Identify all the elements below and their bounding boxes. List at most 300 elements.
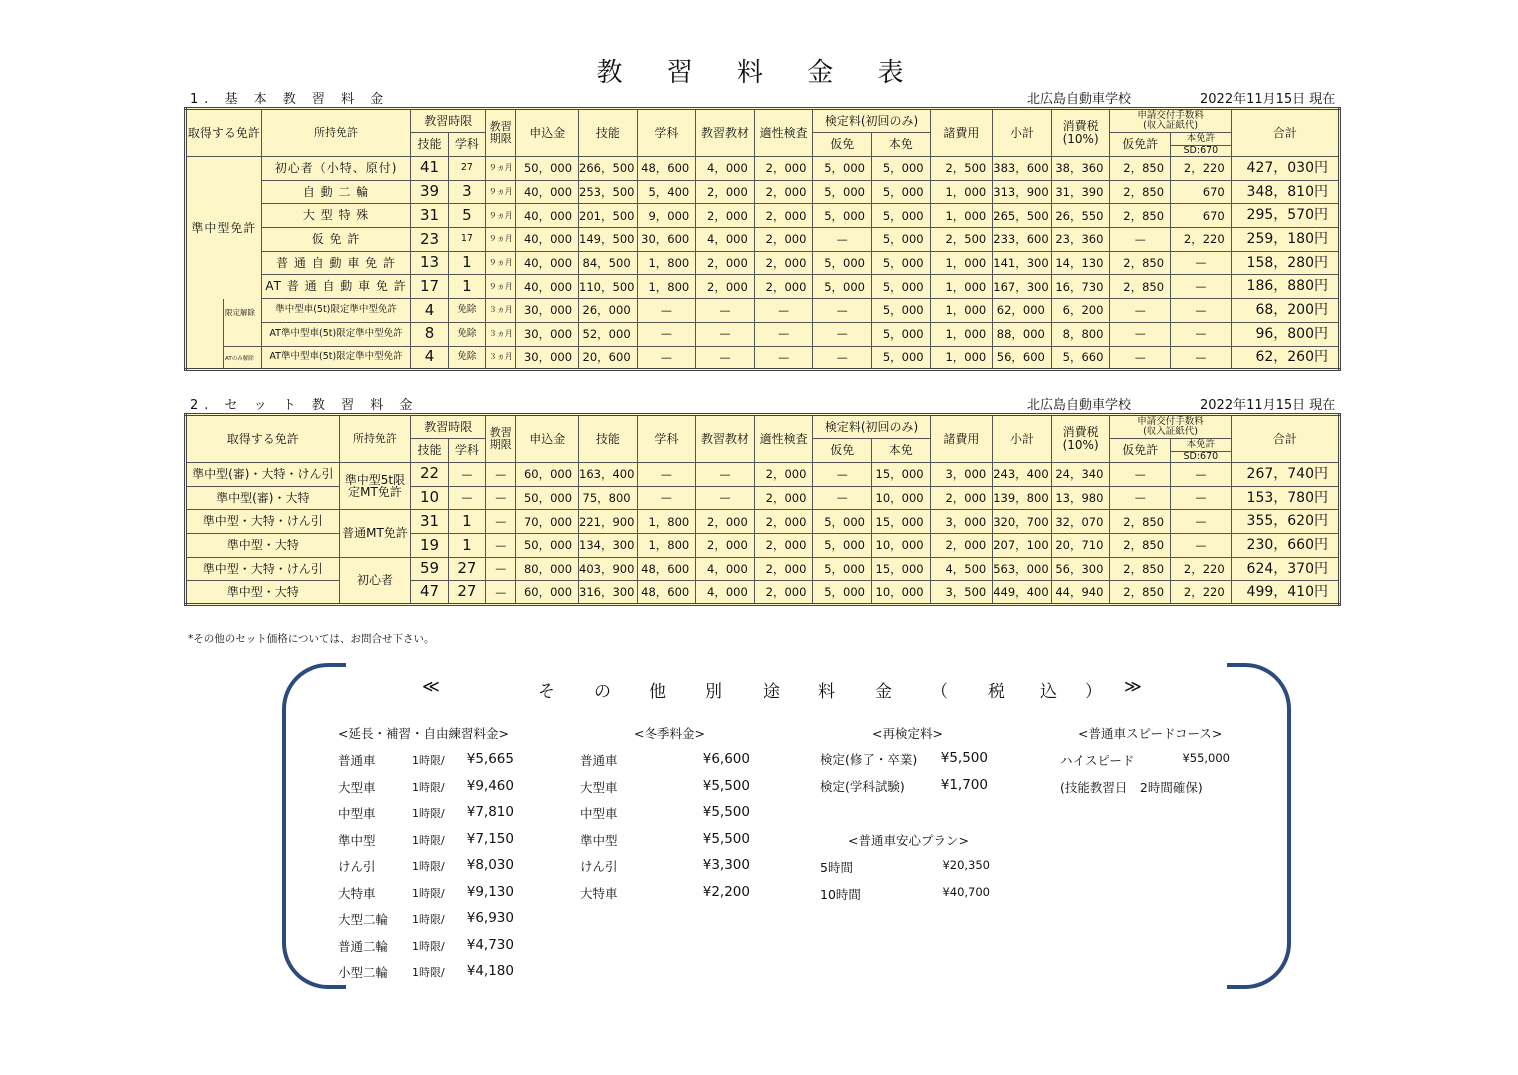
fee-item-unit: 1時限/ (412, 833, 445, 847)
held-license: 仮 免 許 (261, 228, 411, 252)
study-hours: 免除 (448, 299, 485, 323)
fee-item-price: ¥7,810 (466, 804, 514, 820)
skill-hours: 10 (411, 486, 448, 510)
fee-item-name: 小型二輪 (338, 965, 389, 980)
fee-mat: — (696, 299, 755, 323)
fee-tax: 44，940 (1051, 581, 1110, 605)
fee-full: 5，000 (872, 346, 931, 370)
fee-item-name: 準中型 (580, 832, 618, 848)
fee-temp: — (813, 463, 872, 487)
fee-app: 30，000 (516, 299, 579, 323)
fee-sub: 139，800 (993, 486, 1052, 510)
hdr2-held: 所持免許 (339, 415, 411, 463)
fee-temp: 5，000 (813, 180, 872, 204)
hdr-issue: 申請交付手数料 (収入証紙代) (1110, 109, 1231, 133)
speed-name: ハイスピード (1060, 753, 1135, 768)
fee-temp: — (813, 346, 872, 370)
held-license: 普 通 自 動 車 免 許 (261, 251, 411, 275)
study-hours: 1 (448, 534, 485, 558)
hdr-aptitude: 適性検査 (754, 109, 813, 157)
group-label: 準中型免許 (186, 157, 262, 299)
fee-mat: 4，000 (696, 557, 755, 581)
fee-full: 10，000 (872, 581, 931, 605)
fee-apt: 2，000 (754, 534, 813, 558)
fee-full: 5，000 (872, 299, 931, 323)
fee-stf: 30，600 (637, 228, 696, 252)
fee-sf: 266，500 (579, 157, 638, 181)
group-label-cont (186, 299, 262, 370)
fee-it: 2，850 (1110, 534, 1171, 558)
fee-temp: 5，000 (813, 534, 872, 558)
fee-temp: — (813, 228, 872, 252)
row-total: 355，620円 (1231, 510, 1339, 534)
fee-it: 2，850 (1110, 510, 1171, 534)
row-total: 230，660円 (1231, 534, 1339, 558)
hdr-hours: 教習時限 (411, 109, 486, 133)
section2-heading: 2. セ ッ ト 教 習 料 金 (190, 398, 419, 413)
hdr2-hours: 教習時限 (411, 415, 486, 439)
fee-misc: 1，000 (930, 275, 993, 299)
fee-mat: 4，000 (696, 228, 755, 252)
fee-sf: 26，000 (579, 299, 638, 323)
fee-mat: — (696, 346, 755, 370)
fee-item-name: 普通車 (580, 753, 618, 768)
school-name: 北広島自動車学校 (1027, 92, 1132, 107)
held-license: AT 普 通 自 動 車 免 許 (261, 275, 411, 299)
table-row (186, 299, 1340, 323)
fee-temp: — (813, 299, 872, 323)
period: ３ヵ月 (486, 322, 516, 346)
fee-item-name: 検定(学科試験) (820, 778, 905, 794)
target-license: 準中型・大特 (186, 581, 340, 605)
fee-temp: 5，000 (813, 275, 872, 299)
table-row (186, 228, 1340, 252)
skill-hours: 13 (411, 251, 448, 275)
hdr2-study-fee: 学科 (637, 415, 696, 463)
skill-hours: 4 (411, 346, 448, 370)
hdr-issue-full: 本免許 SD:670 (1171, 133, 1232, 157)
title-char: 金 (875, 682, 892, 702)
plan-head: <普通車安心プラン> (848, 833, 969, 848)
skill-hours: 8 (411, 322, 448, 346)
row-total: 68，200円 (1231, 299, 1339, 323)
fee-item-unit: 1時限/ (412, 860, 445, 873)
row-total: 96，800円 (1231, 322, 1339, 346)
reexam-head: <再検定料> (872, 726, 943, 741)
fee-stf: — (637, 463, 696, 487)
fee-app: 50，000 (516, 486, 579, 510)
held-license: 大 型 特 殊 (261, 204, 411, 228)
fee-item-name: 中型車 (338, 806, 376, 821)
fee-stf: — (637, 299, 696, 323)
fee-tax: 24，340 (1051, 463, 1110, 487)
title-char: 別 (705, 682, 722, 702)
period: ９ヵ月 (486, 228, 516, 252)
fee-tax: 14，130 (1051, 251, 1110, 275)
fee-misc: 1，000 (930, 180, 993, 204)
fee-it: — (1110, 463, 1171, 487)
hdr-study: 学科 (448, 133, 485, 157)
fee-app: 30，000 (516, 322, 579, 346)
fee-item-price: ¥40,700 (942, 884, 990, 899)
fee-item-price: ¥5,500 (702, 777, 750, 794)
hdr-skill: 技能 (411, 133, 448, 157)
fee-misc: 3，000 (930, 510, 993, 534)
fee-mat: — (696, 322, 755, 346)
fee-stf: 48，600 (637, 581, 696, 605)
held-license-group: 準中型5t限定MT免許 (339, 463, 411, 510)
fee-sub: 141，300 (993, 251, 1052, 275)
hdr2-issue-temp: 仮免許 (1110, 439, 1171, 463)
right-brace (1227, 663, 1291, 989)
study-hours: 17 (448, 228, 485, 252)
fee-it: — (1110, 299, 1171, 323)
fee-sf: 134，300 (579, 534, 638, 558)
held-license-group: 初心者 (339, 557, 411, 604)
fee-sf: 163，400 (579, 463, 638, 487)
fee-app: 40，000 (516, 204, 579, 228)
table-row (186, 463, 1340, 487)
fee-temp: 5，000 (813, 581, 872, 605)
fee-item-price: ¥9,130 (466, 883, 514, 900)
fee-app: 50，000 (516, 534, 579, 558)
page-title: 教 習 料 金 表 (596, 58, 922, 88)
fee-temp: 5，000 (813, 251, 872, 275)
fee-apt: 2，000 (754, 557, 813, 581)
period: ３ヵ月 (486, 346, 516, 370)
winter-head: <冬季料金> (634, 726, 705, 741)
skill-hours: 59 (411, 557, 448, 581)
fee-temp: — (813, 486, 872, 510)
fee-misc: 1，000 (930, 322, 993, 346)
fee-tax: 8，800 (1051, 322, 1110, 346)
fee-item-price: ¥5,500 (940, 750, 988, 766)
held-license-group: 普通MT免許 (339, 510, 411, 557)
fee-stf: 5，400 (637, 180, 696, 204)
fee-full: 15，000 (872, 557, 931, 581)
title-char: （ (931, 682, 948, 702)
title-char: の (594, 682, 611, 702)
fee-app: 30，000 (516, 346, 579, 370)
fee-full: 5，000 (872, 251, 931, 275)
period: ９ヵ月 (486, 251, 516, 275)
fee-item-unit: 1時限/ (412, 780, 445, 794)
fee-sub: 233，600 (993, 228, 1052, 252)
fee-sf: 149，500 (579, 228, 638, 252)
title-char: そ (538, 682, 555, 702)
hdr2-period: 教習期限 (486, 415, 516, 463)
fee-item-price: ¥9,460 (466, 777, 514, 794)
table-row (186, 204, 1340, 228)
fee-item-name: 大型車 (338, 779, 376, 795)
sub-label-at: ATのみ解除 (225, 355, 254, 362)
fee-app: 60，000 (516, 463, 579, 487)
fee-it: — (1110, 228, 1171, 252)
held-license: 初心者（小特、原付) (261, 157, 411, 181)
hdr2-tax: 消費税 (10%) (1051, 415, 1110, 463)
target-license: 準中型・大特・けん引 (186, 510, 340, 534)
fee-tax: 26，550 (1051, 204, 1110, 228)
speed-head: <普通車スピードコース> (1078, 726, 1223, 741)
fee-mat: — (696, 486, 755, 510)
fee-temp: 5，000 (813, 204, 872, 228)
skill-hours: 31 (411, 204, 448, 228)
fee-full: 5，000 (872, 204, 931, 228)
fee-it: 2，850 (1110, 557, 1171, 581)
fee-misc: 3，500 (930, 581, 993, 605)
fee-stf: 1，800 (637, 534, 696, 558)
hdr2-study: 学科 (448, 439, 485, 463)
fee-tax: 20，710 (1051, 534, 1110, 558)
fee-apt: 2，000 (754, 228, 813, 252)
fee-if: 670 (1171, 180, 1232, 204)
table-row (186, 346, 1340, 370)
period: — (486, 486, 516, 510)
fee-apt: 2，000 (754, 486, 813, 510)
fee-item-price: ¥4,180 (466, 963, 514, 979)
hdr-skill-fee: 技能 (579, 109, 638, 157)
skill-hours: 19 (411, 534, 448, 558)
hdr2-materials: 教習教材 (696, 415, 755, 463)
hdr2-total: 合計 (1231, 415, 1339, 463)
fee-apt: — (754, 346, 813, 370)
fee-mat: — (696, 463, 755, 487)
row-total: 158，280円 (1231, 251, 1339, 275)
hdr2-subtotal: 小計 (993, 415, 1052, 463)
fee-if: — (1171, 299, 1232, 323)
held-license: 準中型車(5t)限定準中型免許 (261, 299, 411, 323)
fee-full: 5，000 (872, 322, 931, 346)
table-row (186, 322, 1340, 346)
fee-item-name: 大特車 (580, 885, 618, 901)
fee-sub: 265，500 (993, 204, 1052, 228)
fee-full: 15，000 (872, 510, 931, 534)
fee-item-price: ¥5,665 (466, 751, 514, 767)
hdr-exam: 検定料(初回のみ) (813, 109, 930, 133)
row-total: 186，880円 (1231, 275, 1339, 299)
fee-app: 40，000 (516, 228, 579, 252)
fee-sf: 52，000 (579, 322, 638, 346)
fee-item-price: ¥1,700 (940, 776, 988, 793)
fee-stf: 48，600 (637, 157, 696, 181)
fee-item-price: ¥5,500 (702, 830, 750, 847)
fee-mat: 2，000 (696, 534, 755, 558)
study-hours: 27 (448, 157, 485, 181)
row-total: 153，780円 (1231, 486, 1339, 510)
fee-stf: 1，800 (637, 251, 696, 275)
skill-hours: 17 (411, 275, 448, 299)
fee-sf: 20，600 (579, 346, 638, 370)
fee-misc: 2，500 (930, 228, 993, 252)
fee-it: — (1110, 346, 1171, 370)
speed-note: (技能教習日 2時間確保) (1060, 780, 1203, 795)
fee-mat: 2，000 (696, 251, 755, 275)
fee-if: 670 (1171, 204, 1232, 228)
hdr-full: 本免 (872, 133, 931, 157)
skill-hours: 39 (411, 180, 448, 204)
fee-sf: 84，500 (579, 251, 638, 275)
study-hours: 1 (448, 275, 485, 299)
hdr-held: 所持免許 (261, 109, 411, 157)
fee-sub: 88，000 (993, 322, 1052, 346)
fee-sub: 449，400 (993, 581, 1052, 605)
fee-mat: 2，000 (696, 204, 755, 228)
fee-sf: 201，500 (579, 204, 638, 228)
fee-it: 2，850 (1110, 251, 1171, 275)
fee-item-price: ¥8,030 (466, 857, 514, 873)
fee-app: 40，000 (516, 275, 579, 299)
hdr2-issue-full: 本免許 SD:670 (1171, 439, 1232, 463)
hdr2-application: 申込金 (516, 415, 579, 463)
fee-item-price: ¥5,500 (702, 804, 750, 820)
fee-item-unit: 1時限/ (412, 754, 445, 767)
fee-stf: 1，800 (637, 510, 696, 534)
sub-label-limit: 限定解除 (225, 307, 255, 317)
fee-item-price: ¥7,150 (466, 830, 514, 847)
table-row (186, 157, 1340, 181)
fee-stf: 48，600 (637, 557, 696, 581)
fee-if: 2，220 (1171, 557, 1232, 581)
title-char: ） (1085, 682, 1102, 702)
hdr2-temp: 仮免 (813, 439, 872, 463)
fee-item-price: ¥3,300 (702, 857, 750, 873)
fee-if: 2，220 (1171, 157, 1232, 181)
fee-full: 5，000 (872, 157, 931, 181)
fee-item-unit: 1時限/ (412, 939, 445, 953)
fee-apt: 2，000 (754, 157, 813, 181)
footnote: *その他のセット価格については、お問合せ下さい。 (188, 633, 435, 645)
hdr2-aptitude: 適性検査 (754, 415, 813, 463)
fee-sf: 75，800 (579, 486, 638, 510)
fee-sub: 320，700 (993, 510, 1052, 534)
fee-misc: 2，500 (930, 157, 993, 181)
fee-item-unit: 1時限/ (412, 913, 445, 926)
hdr-study-fee: 学科 (637, 109, 696, 157)
fee-item-price: ¥2,200 (702, 883, 750, 900)
period: — (486, 510, 516, 534)
study-hours: 1 (448, 251, 485, 275)
skill-hours: 4 (411, 299, 448, 323)
title-char: 途 (763, 682, 780, 702)
row-total: 499，410円 (1231, 581, 1339, 605)
fee-tax: 16，730 (1051, 275, 1110, 299)
fee-app: 70，000 (516, 510, 579, 534)
study-hours: — (448, 463, 485, 487)
held-license: 自 動 二 輪 (261, 180, 411, 204)
as-of-date: 2022年11月15日 現在 (1200, 92, 1336, 107)
fee-apt: 2，000 (754, 581, 813, 605)
section1-heading: 1. 基 本 教 習 料 金 (190, 92, 390, 107)
hdr2-issue: 申請交付手数料 (収入証紙代) (1110, 415, 1231, 439)
fee-item-name: けん引 (580, 859, 618, 874)
title-open: ≪ (422, 677, 440, 697)
fee-if: — (1171, 275, 1232, 299)
fee-temp: — (813, 322, 872, 346)
period: — (486, 557, 516, 581)
fee-item-name: けん引 (338, 859, 376, 874)
fee-misc: 1，000 (930, 346, 993, 370)
study-hours: 免除 (448, 322, 485, 346)
fee-misc: 2，000 (930, 486, 993, 510)
fee-misc: 1，000 (930, 251, 993, 275)
fee-sub: 383，600 (993, 157, 1052, 181)
fee-it: 2，850 (1110, 275, 1171, 299)
fee-full: 10，000 (872, 486, 931, 510)
target-license: 準中型(審)・大特・けん引 (186, 463, 340, 487)
row-total: 62，260円 (1231, 346, 1339, 370)
hdr-misc: 諸費用 (930, 109, 993, 157)
title-char: 料 (818, 682, 835, 702)
fee-sf: 253，500 (579, 180, 638, 204)
fee-misc: 3，000 (930, 463, 993, 487)
fee-item-price: ¥4,730 (466, 936, 514, 953)
fee-app: 40，000 (516, 180, 579, 204)
period: ９ヵ月 (486, 204, 516, 228)
fee-stf: — (637, 322, 696, 346)
fee-it: 2，850 (1110, 204, 1171, 228)
fee-apt: 2，000 (754, 463, 813, 487)
fee-item-unit: 1時限/ (412, 886, 445, 900)
set-fee-table (184, 413, 1341, 606)
held-license: AT準中型車(5t)限定準中型免許 (261, 322, 411, 346)
period: — (486, 463, 516, 487)
fee-app: 60，000 (516, 581, 579, 605)
skill-hours: 23 (411, 228, 448, 252)
fee-mat: 2，000 (696, 510, 755, 534)
table-row (186, 275, 1340, 299)
fee-sub: 167，300 (993, 275, 1052, 299)
fee-sub: 313，900 (993, 180, 1052, 204)
period: ９ヵ月 (486, 157, 516, 181)
period: ９ヵ月 (486, 180, 516, 204)
hdr-materials: 教習教材 (696, 109, 755, 157)
study-hours: 27 (448, 581, 485, 605)
hdr2-full: 本免 (872, 439, 931, 463)
hdr-total: 合計 (1231, 109, 1339, 157)
fee-misc: 1，000 (930, 299, 993, 323)
fee-sub: 207，100 (993, 534, 1052, 558)
fee-item-name: 準中型 (338, 832, 376, 848)
fee-mat: 4，000 (696, 157, 755, 181)
fee-sub: 62，000 (993, 299, 1052, 323)
fee-item-name: 5時間 (820, 860, 853, 875)
hdr2-misc: 諸費用 (930, 415, 993, 463)
fee-full: 10，000 (872, 534, 931, 558)
fee-full: 15，000 (872, 463, 931, 487)
fee-mat: 2，000 (696, 275, 755, 299)
fee-sub: 563，000 (993, 557, 1052, 581)
fee-if: — (1171, 322, 1232, 346)
fee-item-unit: 1時限/ (412, 807, 445, 820)
as-of-date-2: 2022年11月15日 現在 (1200, 398, 1336, 413)
table-row (186, 180, 1340, 204)
hdr-temp: 仮免 (813, 133, 872, 157)
fee-item-price: ¥20,350 (942, 858, 990, 872)
fee-stf: — (637, 346, 696, 370)
fee-apt: 2，000 (754, 275, 813, 299)
hdr-issue-temp: 仮免許 (1110, 133, 1171, 157)
study-hours: 3 (448, 180, 485, 204)
fee-tax: 38，360 (1051, 157, 1110, 181)
fee-full: 5，000 (872, 228, 931, 252)
fee-item-name: 大型二輪 (338, 912, 389, 927)
title-char: 税 (988, 682, 1005, 702)
extension-head: <延長・補習・自由練習料金> (338, 726, 509, 741)
fee-item-price: ¥6,930 (466, 910, 514, 926)
row-total: 624，370円 (1231, 557, 1339, 581)
title-close: ≫ (1124, 677, 1142, 697)
period: — (486, 534, 516, 558)
